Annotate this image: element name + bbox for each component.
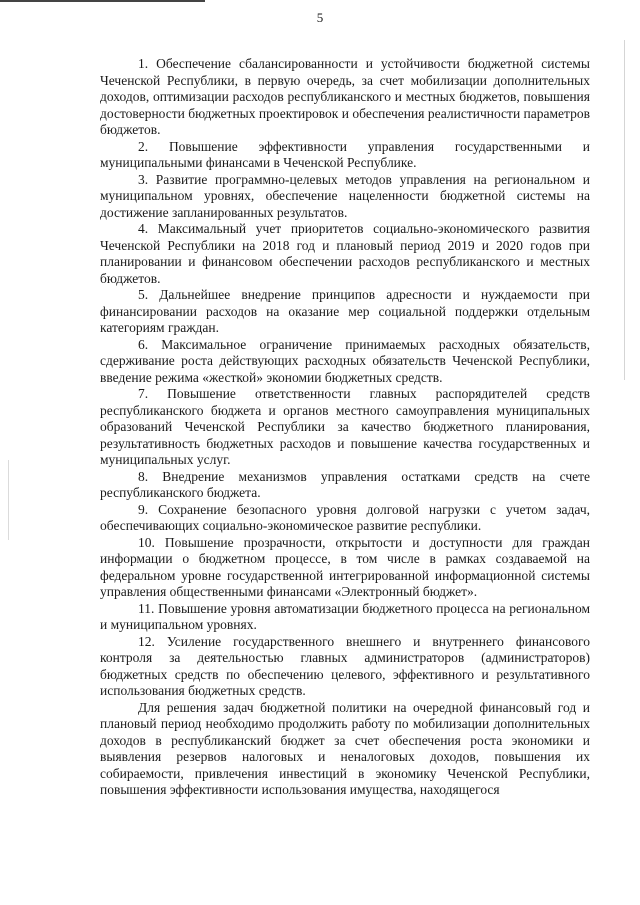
paragraph-5: 5. Дальнейшее внедрение принципов адресности и нуждаемости при финансировании расходов на оказание мер социальной поддержки отдельным категориям граждан.	[100, 287, 590, 335]
paragraph-1: 1. Обеспечение сбалансированности и устойчивости бюджетной системы Чеченской Республики, в первую очередь, за счет мобилизации дополнительных доходов, оптимизации расходов республиканского и местных бюджетов, повышения достоверности бюджетных проектировок и обеспечения реалистичности параметров бюджетов.	[100, 56, 590, 137]
paragraph-4: 4. Максимальный учет приоритетов социально-экономического развития Чеченской Республики на 2018 год и плановый период 2019 и 2020 годов при планировании и финансовом обеспечении расходов республиканского и местных бюджетов.	[100, 221, 590, 286]
paragraph-7: 7. Повышение ответственности главных распорядителей средств республиканского бюджета и органов местного самоуправления муниципальных образований Чеченской Республики за качество бюджетного планирования, результативность бюджетных расходов и повышение качества государственных и муниципальных услуг.	[100, 386, 590, 467]
paragraph-8: 8. Внедрение механизмов управления остатками средств на счете республиканского бюджета.	[100, 468, 590, 500]
paragraph-3: 3. Развитие программно-целевых методов управления на региональном и муниципальном уровнях, обеспечение нацеленности бюджетной системы на достижение запланированных результатов.	[100, 171, 590, 220]
page-number: 5	[316, 10, 324, 25]
paragraph-10: 10. Повышение прозрачности, открытости и доступности для граждан информации о бюджетном процессе, в том числе в рамках создаваемой на федеральном уровне государственной интегрированной информационной системы управления общественными финансами «Электронный бюджет».	[100, 534, 590, 599]
scan-artifact-right	[624, 40, 625, 380]
paragraph-11: 11. Повышение уровня автоматизации бюджетного процесса на региональном и муниципальном уровнях.	[100, 600, 590, 632]
paragraph-12: 12. Усиление государственного внешнего и внутреннего финансового контроля за деятельностью главных администраторов (администраторов) бюджетных средств по обеспечению целевого, эффективного и результативного использования бюджетных средств.	[100, 633, 590, 698]
paragraph-2: 2. Повышение эффективности управления государственными и муниципальными финансами в Чеченской Республике.	[100, 138, 590, 170]
scan-artifact-left	[8, 460, 9, 540]
document-body	[100, 56, 590, 799]
paragraph-13: Для решения задач бюджетной политики на очередной финансовый год и плановый период необходимо продолжить работу по мобилизации дополнительных доходов в республиканский бюджет за счет обеспечения роста экономики и выявления резервов налоговых и неналоговых доходов, повышения их собираемости, привлечения инвестиций в экономику Чеченской Республики, повышения эффективности использования имущества, находящегося	[100, 699, 590, 797]
paragraph-9: 9. Сохранение безопасного уровня долговой нагрузки с учетом задач, обеспечивающих социально-экономическое развитие республики.	[100, 501, 590, 533]
top-border-line	[0, 0, 205, 2]
paragraph-6: 6. Максимальное ограничение принимаемых расходных обязательств, сдерживание роста действующих расходных обязательств Чеченской Республики, введение режима «жесткой» экономии бюджетных средств.	[100, 336, 590, 385]
